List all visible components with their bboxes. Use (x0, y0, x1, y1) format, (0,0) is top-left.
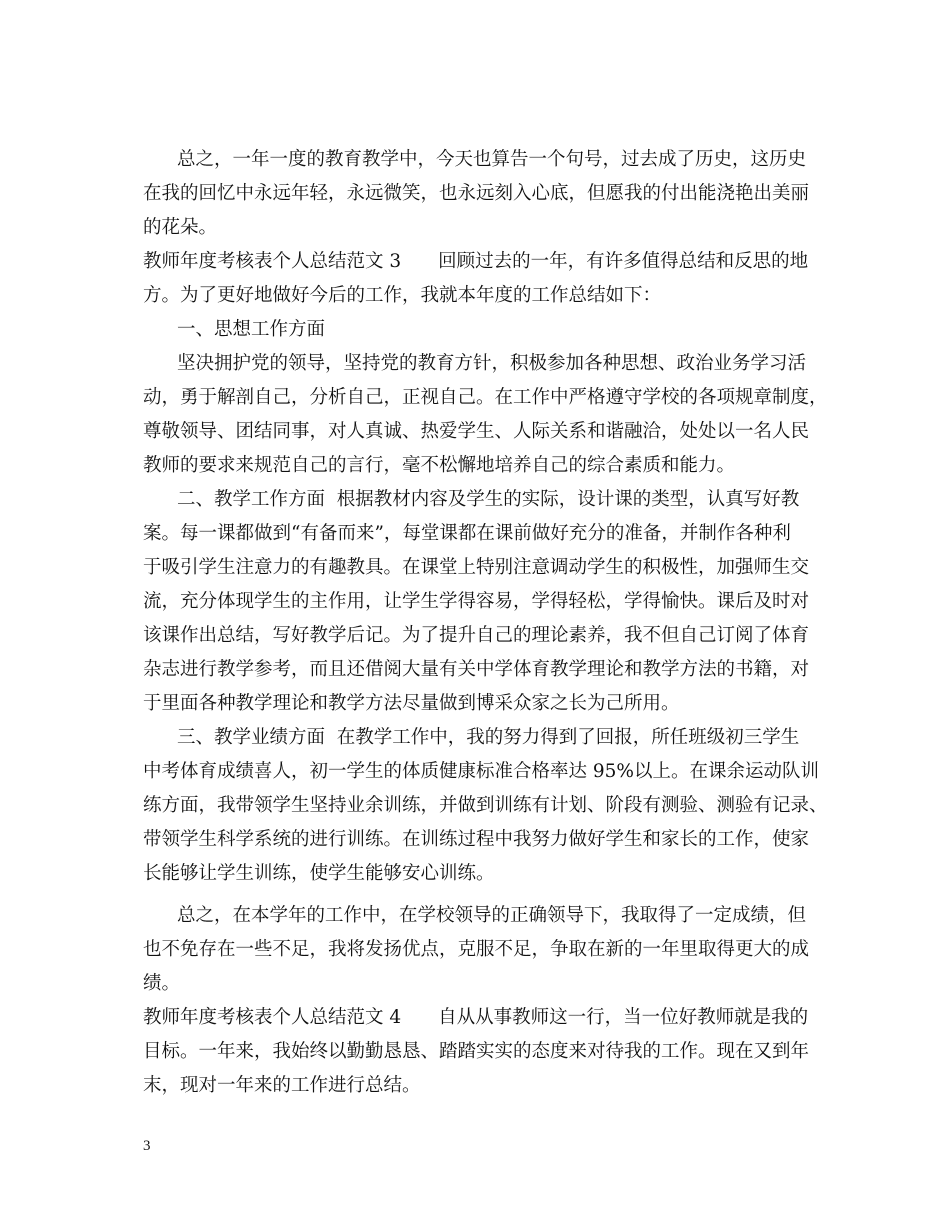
text-line: 案。每一课都做到“有备而来”，每堂课都在课前做好充分的准备，并制作各种利 (143, 523, 791, 544)
text-line: 练方面，我带领学生坚持业余训练，并做到训练有计划、阶段有测验、测验有记录、 (143, 795, 828, 816)
text-line: 末，现对一年来的工作进行总结。 (143, 1075, 421, 1096)
text-line: 于里面各种教学理论和教学方法尽量做到博采众家之长为己所用。 (143, 693, 680, 714)
section-heading: 一、思想工作方面 (177, 319, 326, 340)
text-line: 方。为了更好地做好今后的工作，我就本年度的工作总结如下： (143, 285, 662, 306)
text-line: 动，勇于解剖自己，分析自己，正视自己。在工作中严格遵守学校的各项规章制度， (143, 387, 828, 408)
text-line: 于吸引学生注意力的有趣教具。在课堂上特别注意调动学生的积极性，加强师生交 (143, 557, 810, 578)
text-line: 总之，一年一度的教育教学中，今天也算告一个句号，过去成了历史，这历史 (177, 149, 807, 170)
text-line: 二、教学工作方面 根据教材内容及学生的实际，设计课的类型，认真写好教 (177, 489, 800, 510)
text-line: 教师年度考核表个人总结范文 4 自从从事教师这一行，当一位好教师就是我的 (143, 1007, 809, 1028)
text-line: 中考体育成绩喜人，初一学生的体质健康标准合格率达 95%以上。在课余运动队训 (143, 761, 820, 782)
text-line: 教师年度考核表个人总结范文 3 回顾过去的一年，有许多值得总结和反思的地 (143, 251, 809, 272)
page-number: 3 (143, 1138, 151, 1154)
text-line: 三、教学业绩方面 在教学工作中，我的努力得到了回报，所任班级初三学生 (177, 727, 800, 748)
text-line: 也不免存在一些不足，我将发扬优点，克服不足，争取在新的一年里取得更大的成 (143, 939, 810, 960)
text-line: 尊敬领导、团结同事，对人真诚、热爱学生、人际关系和谐融洽，处处以一名人民 (143, 421, 810, 442)
text-line: 该课作出总结，写好教学后记。为了提升自己的理论素养，我不但自己订阅了体育 (143, 625, 810, 646)
text-line: 带领学生科学系统的进行训练。在训练过程中我努力做好学生和家长的工作，使家 (143, 829, 810, 850)
text-line: 总之，在本学年的工作中，在学校领导的正确领导下，我取得了一定成绩，但 (177, 905, 807, 926)
text-line: 在我的回忆中永远年轻，永远微笑，也永远刻入心底，但愿我的付出能浇艳出美丽 (143, 183, 810, 204)
text-line: 绩。 (143, 973, 181, 994)
text-line: 流，充分体现学生的主作用，让学生学得容易，学得轻松，学得愉快。课后及时对 (143, 591, 810, 612)
text-line: 教师的要求来规范自己的言行，毫不松懈地培养自己的综合素质和能力。 (143, 455, 736, 476)
text-line: 的花朵。 (143, 217, 218, 238)
text-line: 杂志进行教学参考，而且还借阅大量有关中学体育教学理论和教学方法的书籍，对 (143, 659, 810, 680)
text-line: 长能够让学生训练，使学生能够安心训练。 (143, 863, 495, 884)
text-line: 坚决拥护党的领导，坚持党的教育方针，积极参加各种思想、政治业务学习活 (177, 353, 807, 374)
text-line: 目标。一年来，我始终以勤勤恳恳、踏踏实实的态度来对待我的工作。现在又到年 (143, 1041, 810, 1062)
